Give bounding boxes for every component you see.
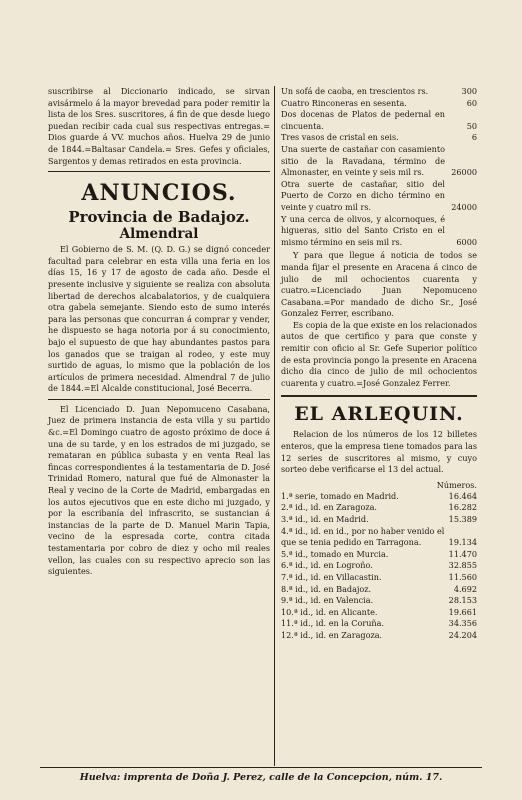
lottery-number: 24.204 xyxy=(448,629,477,640)
lottery-series-label: 10.ª id., id. en Alicante. xyxy=(281,606,378,617)
lottery-number: 16.282 xyxy=(448,502,477,513)
lottery-series-label: 1.ª serie, tomado en Madrid. xyxy=(281,490,399,501)
lottery-number: 16.464 xyxy=(448,490,477,501)
lottery-entry xyxy=(281,549,477,561)
lottery-entry xyxy=(281,502,477,514)
property-amount: 26000 xyxy=(451,167,477,178)
lottery-entry xyxy=(281,526,477,549)
property-description: Y una cerca de olivos, y alcornoques, é higueras, sitio del Santo Cristo en el mismo término en seis mil rs. xyxy=(281,213,445,247)
lottery-series-label: 6.ª id., id. en Logroño. xyxy=(281,560,373,571)
arlequin-intro: Relacion de los números de los 12 billetes enteros, que la empresa tiene tomados para las 12 series de suscritores al mismo, y cuyo sorteo debe verificarse el 13 del actual. xyxy=(281,429,477,475)
lottery-entry xyxy=(281,618,477,630)
lottery-entry xyxy=(281,514,477,526)
licenciado-notice: El Licenciado D. Juan Nepomuceno Casabana, Juez de primera instancia de esta villa y su partido &c.=El Domingo cuatro de agosto próximo de doce á una de su tarde, y en los estrados de mi juzgado, se remataran en pública subasta y en venta Real las fincas correspondientes á la testamentaria de D. José Trinidad Romero, natural que fué de Almonaster la Real y vecino de la Corte de Madrid, embargadas en los autos ejecutivos que en este dicho mi juzgado, y por la escribanía del infrascrito, se sustancian á instancias de la parte de D. Manuel Marin Tapia, vecino de la espresada corte, contra citada testamentaria por cobro de diez y ocho mil reales vellon, las cuales con su respectivo aprecio son las siguientes. xyxy=(48,403,270,577)
property-item xyxy=(281,98,477,110)
property-amount: 6 xyxy=(471,132,477,143)
lottery-series-label: 12.ª id., id. en Zaragoza. xyxy=(281,629,383,640)
divider xyxy=(48,171,270,172)
property-item xyxy=(281,109,477,132)
arlequin-title: EL ARLEQUIN. xyxy=(294,403,464,426)
property-description: Otra suerte de castañar, sitio del Puerto de Corzo en dicho término en veinte y cuatro mil rs. xyxy=(281,178,445,212)
lottery-series-label: 4.ª id., id. en id., por no haber venido el que se tenia pedido en Tarragona. xyxy=(281,525,445,548)
property-amount: 300 xyxy=(461,86,477,96)
lottery-entry xyxy=(281,572,477,584)
property-amount: 24000 xyxy=(451,201,477,212)
property-amount: 6000 xyxy=(456,236,477,247)
copia-paragraph: Es copia de la que existe en los relacionados autos de que certifico y para que conste y remitir con oficio al Sr. Gefe Superior político de esta provincia pongo la presente en Aracena dicho dia cinco de julio de mil ochocientos cuarenta y cuatro.=José Gonzalez Ferrer. xyxy=(281,319,477,388)
provincia-heading: Provincia de Badajoz. xyxy=(68,208,250,227)
intro-paragraph: suscribirse al Diccionario indicado, se sirvan avisármelo á la mayor brevedad para poder remitir la lista de los Sres. suscritores, á fin de que desde luego puedan recibir cada cual sus respectivas entregas.= Dios guarde á VV. muchos años. Huelva 29 de junio de 1844.=Baltasar Candela.= Sres. Gefes y oficiales, Sargentos y demas retirados en esta provincia. xyxy=(48,86,270,166)
property-description: Dos docenas de Platos de pedernal en cincuenta. xyxy=(281,109,445,131)
lottery-series-label: 5.ª id., tomado en Murcia. xyxy=(281,548,389,559)
closing-paragraph: Y para que llegue á noticia de todos se manda fijar el presente en Aracena á cinco de julio de mil ochocientos cuarenta y cuatro.=Licenciado Juan Nepomuceno Casabana.=Por mandado de dicho Sr., José Gonzalez Ferrer, escribano. xyxy=(281,250,477,319)
right-column xyxy=(281,86,477,642)
lottery-series-label: 11.ª id., id. en la Coruña. xyxy=(281,618,385,629)
lottery-number: 28.153 xyxy=(448,595,477,606)
lottery-number: 19.661 xyxy=(448,606,477,617)
property-amount: 60 xyxy=(466,97,477,108)
numeros-label: Números. xyxy=(436,479,477,490)
lottery-entry xyxy=(281,491,477,503)
lottery-number: 34.356 xyxy=(448,618,477,629)
property-description: Tres vasos de cristal en seis. xyxy=(281,132,399,143)
almendral-notice: El Gobierno de S. M. (Q. D. G.) se dignó conceder facultad para celebrar en esta villa una feria en los días 15, 16 y 17 de agosto de cada año. Desde el presente inclusive y siguiente se realiza con absoluta libertad de derechos alcabalatorios, y de cualquiera otra gabela semejante. Siendo esto de sumo interés para las personas que concurran á comprar y vender, he dispuesto se haga notoria por á su conocimiento, bajo el supuesto de que hay abundantes pastos para los ganados que se traigan al rodeo, y este muy surtido de aguas, lo mismo que la población de los artículos de primera necesidad. Almendral 7 de julio de 1844.=El Alcalde constitucional, José Becerra. xyxy=(48,244,270,394)
left-column xyxy=(48,86,270,578)
lottery-series-label: 3.ª id., id. en Madrid. xyxy=(281,514,369,524)
lottery-series-label: 7.ª id., id. en Villacastin. xyxy=(281,571,382,582)
lottery-number: 19.134 xyxy=(448,537,477,548)
lottery-series-label: 2.ª id., id. en Zaragoza. xyxy=(281,502,377,513)
lottery-entry xyxy=(281,584,477,596)
column-divider xyxy=(274,86,275,766)
lottery-series-label: 8.ª id., id. en Badajoz. xyxy=(281,583,372,594)
lottery-number: 15.389 xyxy=(448,514,477,524)
property-list xyxy=(281,86,477,248)
lottery-number: 11.470 xyxy=(448,548,477,559)
property-item xyxy=(281,86,477,98)
lottery-entry xyxy=(281,595,477,607)
property-item xyxy=(281,179,477,214)
lottery-entry xyxy=(281,607,477,619)
anuncios-title: ANUNCIOS. xyxy=(81,180,237,207)
lottery-number: 32.855 xyxy=(448,560,477,571)
printer-footer: Huelva: imprenta de Doña J. Perez, calle de la Concepcion, núm. 17. xyxy=(40,767,482,783)
lottery-entry xyxy=(281,560,477,572)
lottery-series-label: 9.ª id., id. en Valencia. xyxy=(281,595,374,606)
lottery-number: 4.692 xyxy=(453,583,477,594)
lottery-numbers-list xyxy=(281,491,477,642)
property-description: Un sofá de caoba, en trescientos rs. xyxy=(281,86,429,96)
lottery-number: 11.560 xyxy=(448,571,477,582)
property-description: Una suerte de castañar con casamiento sitio de la Ravadana, término de Almonaster, en veinte y seis mil rs. xyxy=(281,143,445,178)
almendral-heading: Almendral xyxy=(119,226,199,243)
property-item xyxy=(281,144,477,179)
property-item xyxy=(281,132,477,144)
property-description: Cuatro Rinconeras en sesenta. xyxy=(281,97,407,108)
property-item xyxy=(281,214,477,249)
divider xyxy=(281,395,477,397)
divider xyxy=(48,399,270,400)
property-amount: 50 xyxy=(466,120,477,131)
lottery-entry xyxy=(281,630,477,642)
